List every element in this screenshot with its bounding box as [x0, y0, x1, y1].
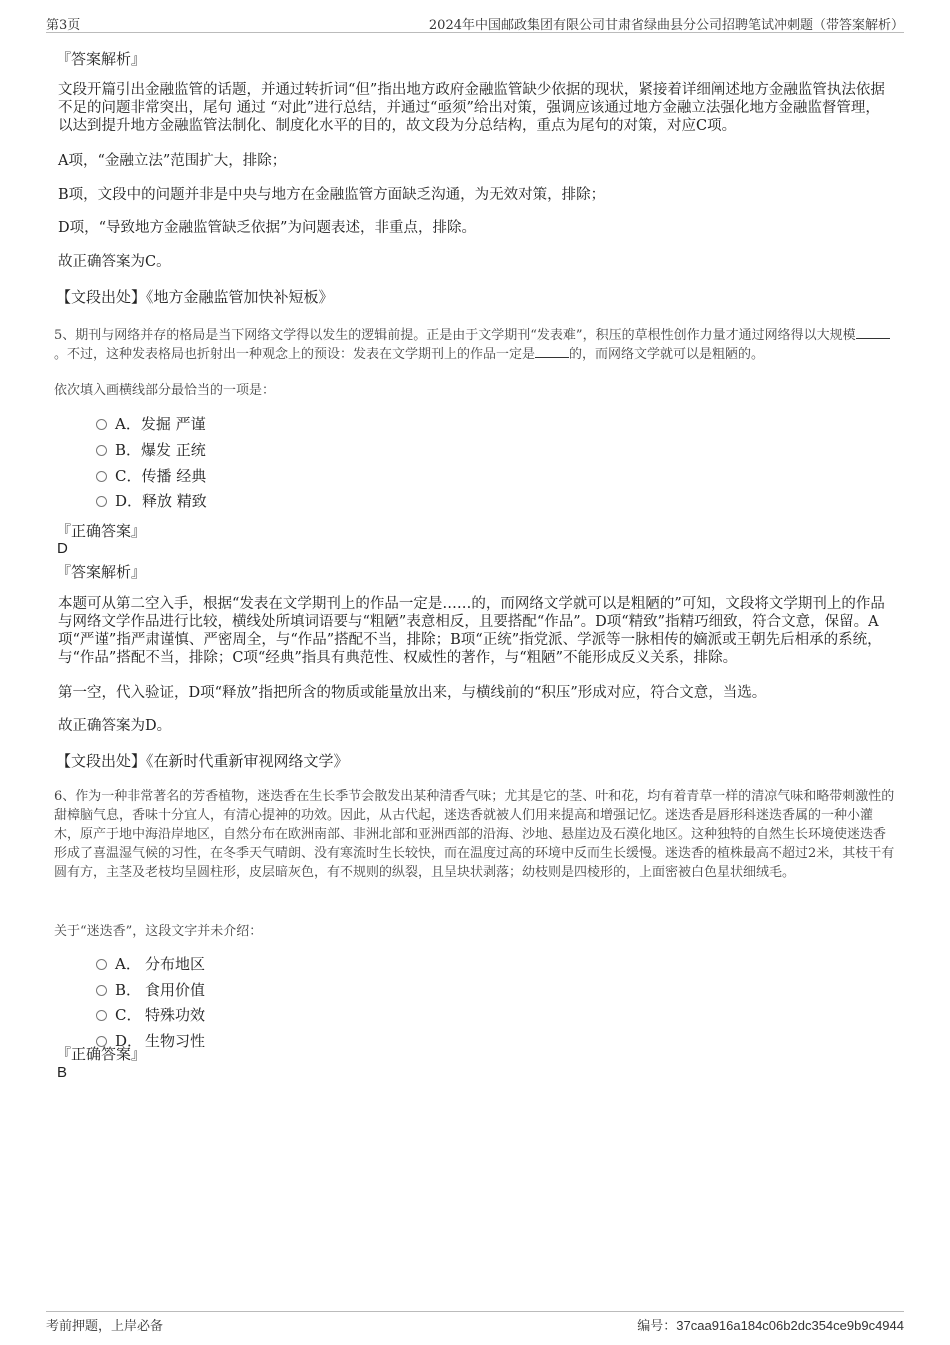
q6-option-a[interactable]: [96, 954, 205, 974]
q4-analysis-p1: 文段开篇引出金融监管的话题，并通过转折词“但”指出地方政府金融监管缺少依据的现状，紧接着详细阐述地方金融监管执法依据不足的问题非常突出，尾句 通过 “对此”进行总结，并通过“亟须”给出对策，强调应该通过地方金融立法强化地方金融监督管理，以达到提升地方金融监管法制化、制度化水平的目的，故文段为分总结构，重点为尾句的对策，对应C项。: [58, 82, 885, 134]
q6-correct-answer: B: [57, 1064, 68, 1081]
q4-analysis-p3: B项，文段中的问题并非是中央与地方在金融监管方面缺乏沟通，为无效对策，排除；: [58, 187, 606, 203]
footer-code-value: 37caa916a184c06b2dc354ce9b9c4944: [676, 1318, 904, 1333]
q5-stem-part-1: 5、期刊与网络并存的格局是当下网络文学得以发生的逻辑前提。正是由于文学期刊“发表难”，积压的草根性创作力量才通过网络得以大规模: [54, 328, 856, 343]
q5-correct-label: 『正确答案』: [56, 522, 147, 540]
q4-analysis-label: 『答案解析』: [56, 50, 147, 68]
option-text: 特殊功效: [145, 1006, 206, 1024]
blank-1: [856, 326, 890, 339]
page-header: [46, 14, 904, 33]
q5-option-d[interactable]: [96, 491, 207, 511]
blank-2: [535, 345, 569, 358]
footer-code-label: 编号：: [637, 1319, 677, 1334]
option-text: 食用价值: [145, 981, 206, 999]
q5-ask: 依次填入画横线部分最恰当的一项是：: [54, 383, 276, 398]
option-letter: C．: [115, 467, 142, 485]
q4-source: 【文段出处】《地方金融监管加快补短板》: [56, 288, 334, 306]
radio-icon[interactable]: [96, 419, 107, 430]
q5-option-b[interactable]: [96, 440, 206, 460]
radio-icon[interactable]: [96, 985, 107, 996]
option-letter: A．: [115, 415, 141, 433]
q6-option-c[interactable]: [96, 1005, 205, 1025]
q5-analysis-p2: 第一空，代入验证，D项“释放”指把所含的物质或能量放出来，与横线前的“积压”形成对应，符合文意，当选。: [58, 685, 767, 701]
page-number: 第3页: [46, 18, 81, 33]
footer-slogan: 考前押题，上岸必备: [46, 1319, 164, 1334]
option-letter: D．: [115, 1032, 143, 1050]
page-footer: [46, 1311, 904, 1334]
option-letter: B．: [115, 981, 142, 999]
radio-icon[interactable]: [96, 1010, 107, 1021]
q5-stem: [54, 326, 896, 364]
q6-option-b[interactable]: [96, 980, 205, 1000]
document-title: 2024年中国邮政集团有限公司甘肃省绿曲县分公司招聘笔试冲刺题（带答案解析）: [428, 18, 904, 33]
option-letter: A．: [115, 955, 141, 973]
q4-analysis-p2: A项，“金融立法”范围扩大，排除；: [58, 153, 287, 169]
option-text: 发掘 严谨: [140, 415, 206, 433]
q5-stem-part-3: 的，而网络文学就可以是粗陋的。: [569, 347, 765, 362]
option-letter: C．: [115, 1006, 142, 1024]
option-text: 传播 经典: [141, 467, 207, 485]
q5-analysis-p1: 本题可从第二空入手，根据“发表在文学期刊上的作品一定是……的，而网络文学就可以是粗陋的”可知，文段将文学期刊上的作品与网络文学作品进行比较，横线处所填词语要与“粗陋”表意相反，且要搭配“作品”。D项“精致”指精巧细致，符合文意，保留。A项“严谨”指严肃谨慎、严密周全，与“作品”搭配不当，排除；B项“正统”指党派、学派等一脉相传的嫡派或王朝先后相承的系统，与“作品”搭配不当，排除；C项“经典”指具有典范性、权威性的著作，与“粗陋”不能形成反义关系，排除。: [58, 596, 885, 666]
option-text: 爆发 正统: [141, 441, 206, 459]
radio-icon[interactable]: [96, 471, 107, 482]
radio-icon[interactable]: [96, 959, 107, 970]
option-letter: B．: [115, 441, 142, 459]
option-text: 释放 精致: [142, 492, 207, 510]
q5-source: 【文段出处】《在新时代重新审视网络文学》: [56, 752, 349, 770]
q6-stem: 6、作为一种非常著名的芳香植物，迷迭香在生长季节会散发出某种清香气味；尤其是它的茎、叶和花，均有着青草一样的清凉气味和略带刺激性的甜樟脑气息，香味十分宜人，有清心提神的功效。因此，从古代起，迷迭香就被人们用来提高和增强记忆。迷迭香是唇形科迷迭香属的一种小灌木，原产于地中海沿岸地区，自然分布在欧洲南部、非洲北部和亚洲西部的沿海、沙地、悬崖边及石漠化地区。这种独特的自然生长环境使迷迭香形成了喜温湿气候的习性，在冬季天气晴朗、没有寒流时生长较快，而在温度过高的环境中反而生长缓慢。迷迭香的植株最高不超过2米，其枝干有圆有方，主茎及老枝均呈圆柱形，皮层暗灰色，有不规则的纵裂，且呈块状剥落；幼枝则是四棱形的，上面密被白色星状细绒毛。: [54, 789, 895, 880]
option-text: 生物习性: [145, 1032, 206, 1050]
q5-analysis-label: 『答案解析』: [56, 563, 147, 581]
q5-option-a[interactable]: [96, 414, 206, 434]
q5-correct-answer: D: [57, 540, 68, 557]
q6-ask: 关于“迷迭香”，这段文字并未介绍：: [54, 924, 263, 939]
option-text: 分布地区: [145, 955, 206, 973]
q4-analysis-p4: D项，“导致地方金融监管缺乏依据”为问题表述，非重点，排除。: [58, 220, 476, 236]
q6-correct-label: 『正确答案』: [56, 1045, 147, 1063]
option-letter: D．: [115, 492, 143, 510]
q5-analysis-conclusion: 故正确答案为D。: [58, 718, 172, 734]
radio-icon[interactable]: [96, 496, 107, 507]
q4-analysis-conclusion: 故正确答案为C。: [58, 254, 171, 270]
q5-option-c[interactable]: [96, 466, 206, 486]
q5-stem-part-2: 。不过，这种发表格局也折射出一种观念上的预设：发表在文学期刊上的作品一定是: [54, 347, 536, 362]
radio-icon[interactable]: [96, 445, 107, 456]
footer-code: [637, 1315, 904, 1334]
